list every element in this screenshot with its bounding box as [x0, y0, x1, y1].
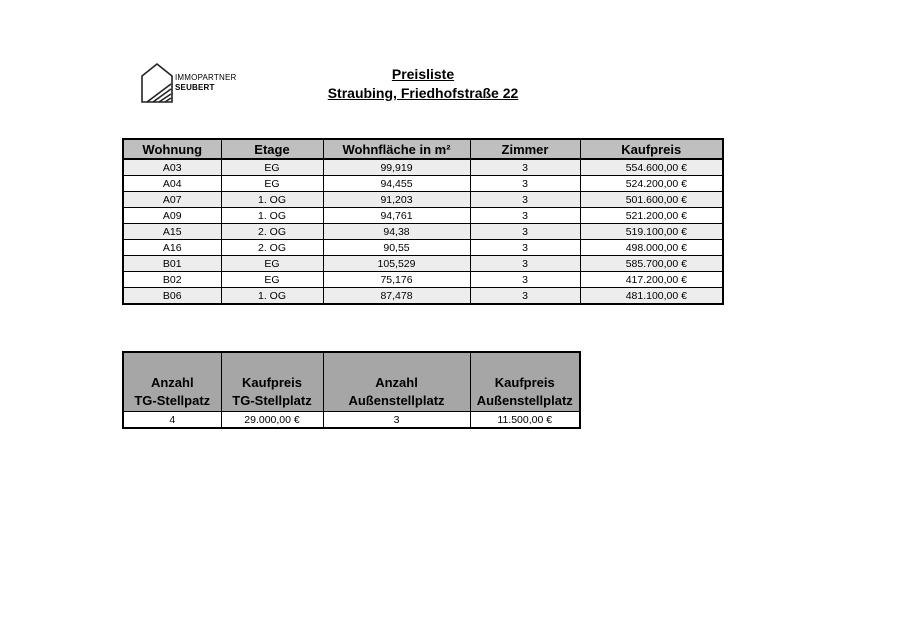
logo-line-2: SEUBERT	[175, 83, 215, 92]
header-kaufpreis-tg	[221, 352, 323, 412]
cell-kaufpreis: 498.000,00 €	[580, 240, 723, 256]
cell-zimmer: 3	[470, 208, 580, 224]
cell-etage: EG	[221, 256, 323, 272]
table-row	[123, 176, 723, 192]
cell-zimmer: 3	[470, 288, 580, 305]
cell-wohnflaeche: 94,761	[323, 208, 470, 224]
cell-zimmer: 3	[470, 159, 580, 176]
header-kaufpreis: Kaufpreis	[580, 139, 723, 159]
table-row	[123, 256, 723, 272]
header-wohnung: Wohnung	[123, 139, 221, 159]
header-wohnflaeche: Wohnfläche in m²	[323, 139, 470, 159]
cell-wohnflaeche: 94,38	[323, 224, 470, 240]
header-anzahl-aussen-line1: Anzahl	[375, 375, 418, 390]
cell-kaufpreis: 417.200,00 €	[580, 272, 723, 288]
table-row	[123, 272, 723, 288]
cell-kaufpreis-aussen: 11.500,00 €	[470, 412, 580, 429]
cell-etage: 2. OG	[221, 240, 323, 256]
table-row	[123, 240, 723, 256]
table-row	[123, 208, 723, 224]
cell-kaufpreis-tg: 29.000,00 €	[221, 412, 323, 429]
cell-kaufpreis: 501.600,00 €	[580, 192, 723, 208]
table-row	[123, 192, 723, 208]
parking-header-row	[123, 352, 580, 412]
cell-anzahl-aussen: 3	[323, 412, 470, 429]
logo-line-1: IMMOPARTNER	[175, 73, 237, 82]
header-anzahl-aussen-line2: Außenstellplatz	[348, 393, 445, 408]
cell-zimmer: 3	[470, 272, 580, 288]
table-row	[123, 412, 580, 429]
cell-wohnflaeche: 90,55	[323, 240, 470, 256]
header-kaufpreis-tg-line1: Kaufpreis	[242, 375, 302, 390]
cell-wohnflaeche: 94,455	[323, 176, 470, 192]
cell-anzahl-tg: 4	[123, 412, 221, 429]
cell-wohnung: A16	[123, 240, 221, 256]
cell-kaufpreis: 524.200,00 €	[580, 176, 723, 192]
header-anzahl-tg	[123, 352, 221, 412]
cell-wohnung: B06	[123, 288, 221, 305]
cell-zimmer: 3	[470, 224, 580, 240]
cell-etage: 1. OG	[221, 192, 323, 208]
house-logo-icon	[141, 62, 173, 104]
header-kaufpreis-aussen	[470, 352, 580, 412]
cell-wohnung: B01	[123, 256, 221, 272]
cell-etage: 1. OG	[221, 208, 323, 224]
cell-zimmer: 3	[470, 240, 580, 256]
cell-wohnung: A15	[123, 224, 221, 240]
cell-kaufpreis: 521.200,00 €	[580, 208, 723, 224]
parking-price-table	[122, 351, 581, 429]
cell-zimmer: 3	[470, 192, 580, 208]
cell-wohnflaeche: 75,176	[323, 272, 470, 288]
table-row	[123, 224, 723, 240]
cell-wohnung: B02	[123, 272, 221, 288]
cell-kaufpreis: 519.100,00 €	[580, 224, 723, 240]
cell-kaufpreis: 585.700,00 €	[580, 256, 723, 272]
header-anzahl-tg-line1: Anzahl	[150, 375, 194, 390]
cell-wohnung: A04	[123, 176, 221, 192]
cell-zimmer: 3	[470, 176, 580, 192]
cell-etage: EG	[221, 159, 323, 176]
table-header-row	[123, 139, 723, 159]
header-anzahl-tg-line2: TG-Stellpatz	[134, 393, 211, 408]
apartment-price-table	[122, 138, 724, 305]
table-row	[123, 288, 723, 305]
cell-wohnflaeche: 99,919	[323, 159, 470, 176]
cell-etage: EG	[221, 272, 323, 288]
cell-etage: 1. OG	[221, 288, 323, 305]
header-etage: Etage	[221, 139, 323, 159]
header-anzahl-aussen	[323, 352, 470, 412]
cell-wohnung: A09	[123, 208, 221, 224]
cell-wohnflaeche: 105,529	[323, 256, 470, 272]
cell-zimmer: 3	[470, 256, 580, 272]
cell-wohnung: A07	[123, 192, 221, 208]
cell-wohnung: A03	[123, 159, 221, 176]
page-title: Preisliste	[391, 66, 455, 82]
header-kaufpreis-tg-line2: TG-Stellplatz	[232, 393, 312, 408]
header-kaufpreis-aussen-line2: Außenstellplatz	[476, 393, 573, 408]
cell-wohnflaeche: 91,203	[323, 192, 470, 208]
cell-etage: EG	[221, 176, 323, 192]
cell-wohnflaeche: 87,478	[323, 288, 470, 305]
company-logo	[141, 62, 241, 106]
page-subtitle: Straubing, Friedhofstraße 22	[327, 85, 519, 101]
table-row	[123, 159, 723, 176]
cell-kaufpreis: 554.600,00 €	[580, 159, 723, 176]
header-zimmer: Zimmer	[470, 139, 580, 159]
cell-kaufpreis: 481.100,00 €	[580, 288, 723, 305]
header-kaufpreis-aussen-line1: Kaufpreis	[494, 375, 555, 390]
cell-etage: 2. OG	[221, 224, 323, 240]
